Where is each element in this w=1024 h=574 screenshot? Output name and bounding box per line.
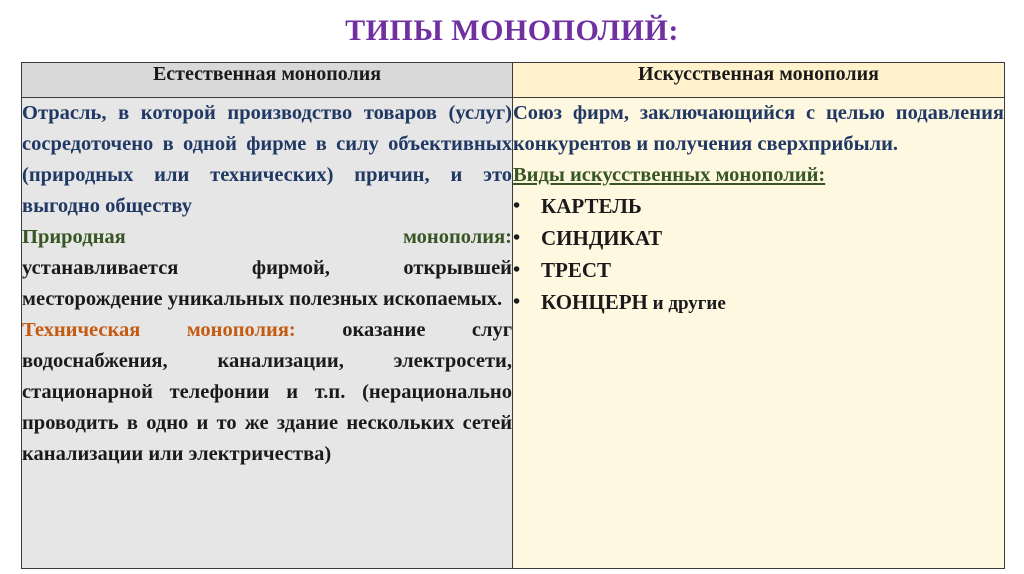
natural-monopoly-cell [22, 98, 513, 569]
bullet-icon: • [513, 259, 521, 281]
technical-subtype-label: Техническая монополия: [22, 319, 296, 341]
bullet-icon: • [513, 227, 521, 249]
technical-subtype-text: оказание слуг водоснабжения, канализации, электросети, стационарной телефонии и т.п. (нерационально проводить в одно и то же здание нескольких сетей канализации или электричества) [22, 319, 513, 465]
list-item [513, 255, 1004, 287]
header-artificial-monopoly: Искусственная монополия [513, 63, 1005, 98]
artificial-monopoly-definition: Союз фирм, заключающийся с целью подавления конкурентов и получения сверхприбыли. [513, 102, 1004, 155]
table-body-row [22, 98, 1005, 569]
natural-subtype-label: Природная монополия: [22, 226, 512, 248]
natural-monopoly-definition: Отрасль, в которой производство товаров (услуг) сосредоточено в одной фирме в силу объективных (природных или технических) причин, и это выгодно обществу [22, 102, 512, 217]
monopoly-types-table [21, 62, 1005, 569]
list-item [513, 223, 1004, 255]
bullet-icon: • [513, 291, 521, 313]
artificial-types-heading: Виды искусственных монополий: [513, 164, 826, 186]
artificial-types-list [513, 191, 1004, 319]
table-header-row [22, 63, 1005, 98]
type-name: КОНЦЕРН [541, 290, 648, 314]
list-item [513, 287, 1004, 319]
type-name: ТРЕСТ [541, 258, 612, 282]
slide-title: ТИПЫ МОНОПОЛИЙ: [345, 14, 679, 47]
header-natural-monopoly: Естественная монополия [22, 63, 513, 98]
type-name: КАРТЕЛЬ [541, 194, 642, 218]
type-suffix: и другие [647, 293, 726, 314]
technical-subtype-paragraph [22, 315, 512, 470]
type-name: СИНДИКАТ [541, 226, 663, 250]
bullet-icon: • [513, 195, 521, 217]
natural-subtype-text: устанавливается фирмой, открывшей месторождение уникальных полезных ископаемых. [22, 257, 512, 310]
artificial-monopoly-cell [513, 98, 1005, 569]
list-item [513, 191, 1004, 223]
